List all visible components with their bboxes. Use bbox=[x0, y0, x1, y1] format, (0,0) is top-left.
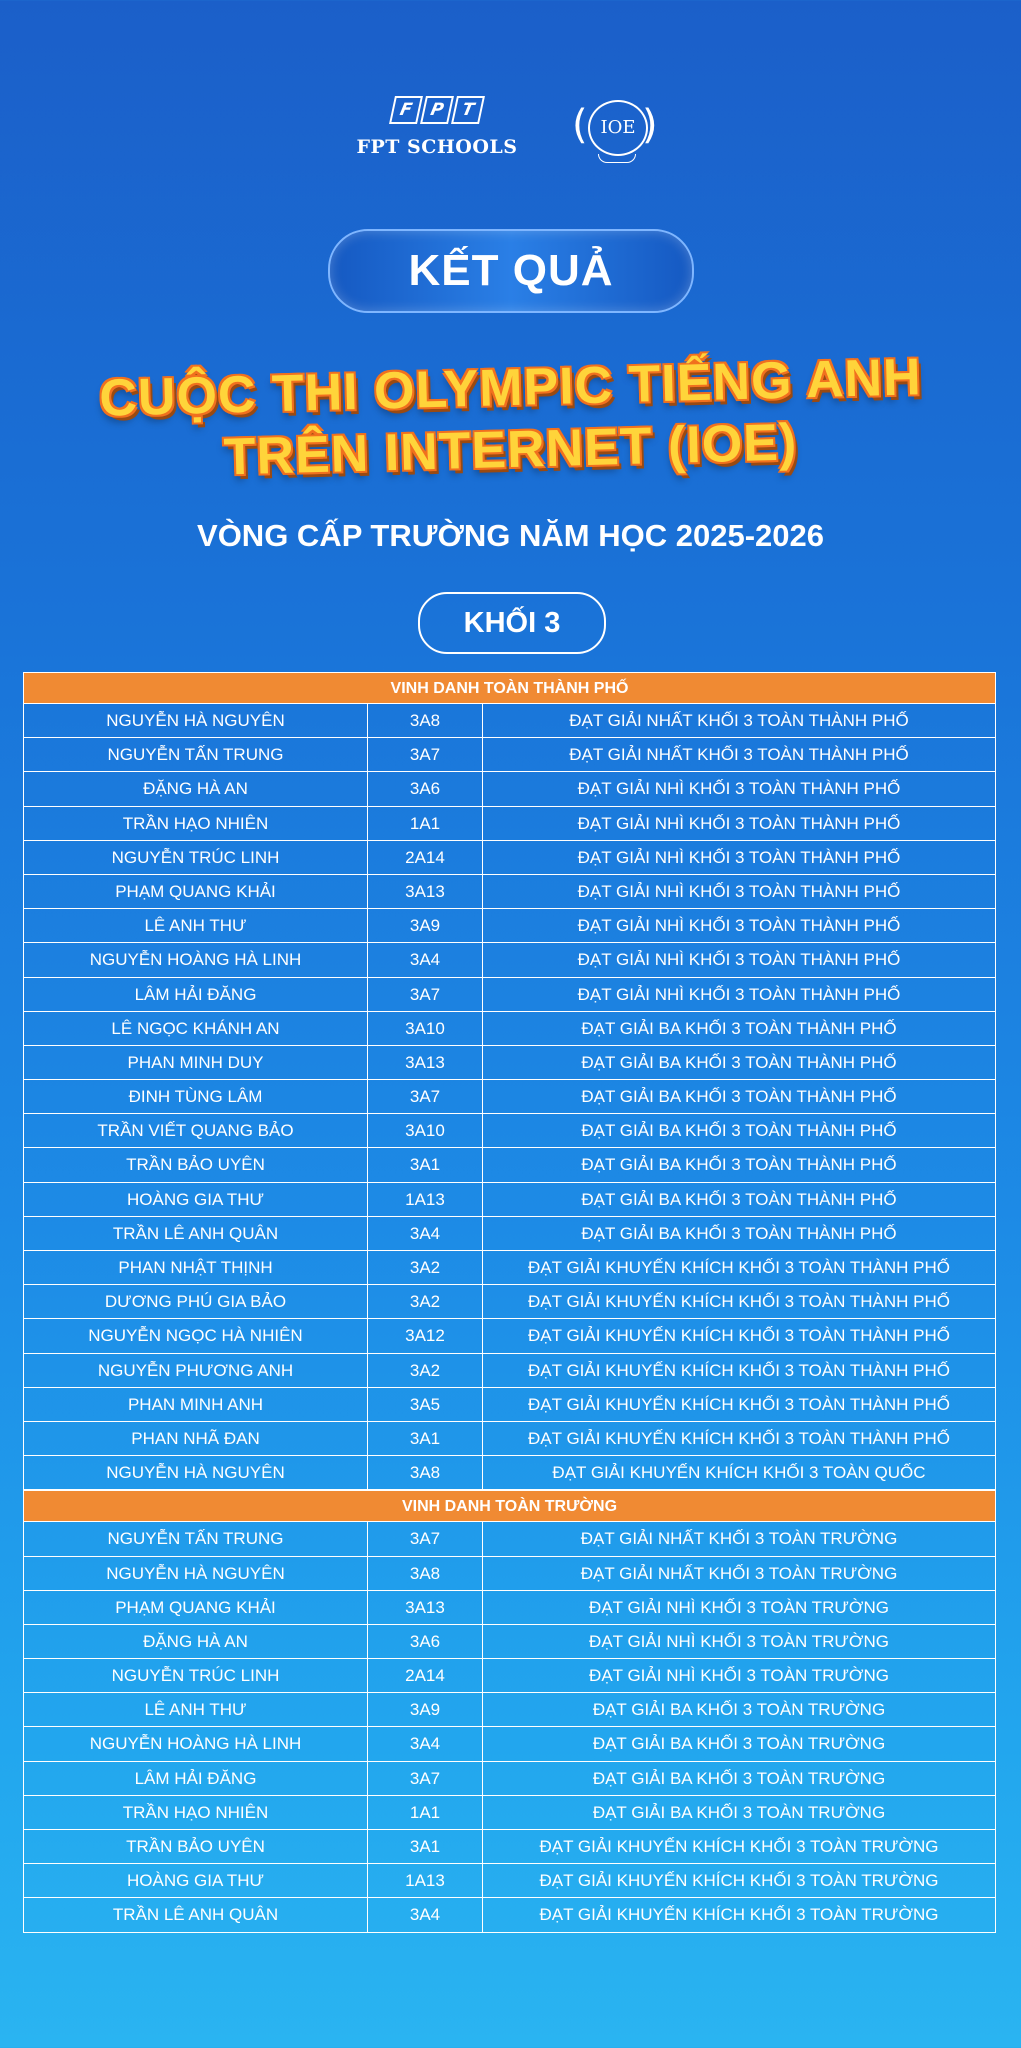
class-cell: 3A1 bbox=[368, 1422, 483, 1455]
award-cell: ĐẠT GIẢI KHUYẾN KHÍCH KHỐI 3 TOÀN THÀNH PHỐ bbox=[528, 1292, 950, 1312]
award-cell: ĐẠT GIẢI NHÌ KHỐI 3 TOÀN THÀNH PHỐ bbox=[577, 779, 901, 799]
class-cell: 3A2 bbox=[368, 1251, 483, 1284]
table-row bbox=[23, 1830, 996, 1864]
student-name-cell: ĐẶNG HÀ AN bbox=[24, 1625, 368, 1658]
student-name-cell: HOÀNG GIA THƯ bbox=[24, 1864, 368, 1897]
award-cell: ĐẠT GIẢI NHÌ KHỐI 3 TOÀN THÀNH PHỐ bbox=[577, 847, 901, 867]
table-row bbox=[23, 1625, 996, 1659]
class-cell: 3A13 bbox=[368, 1591, 483, 1624]
laurel-right-icon: ) bbox=[642, 102, 658, 148]
award-cell: ĐẠT GIẢI NHẤT KHỐI 3 TOÀN TRƯỜNG bbox=[580, 1529, 898, 1549]
fpt-letter-f: F bbox=[389, 96, 423, 124]
class-cell: 3A10 bbox=[368, 1012, 483, 1045]
class-cell: 3A7 bbox=[368, 1080, 483, 1113]
table-row bbox=[23, 909, 996, 943]
class-cell: 3A2 bbox=[368, 1285, 483, 1318]
student-name-cell: LÊ ANH THƯ bbox=[24, 1693, 368, 1726]
award-cell: ĐẠT GIẢI KHUYẾN KHÍCH KHỐI 3 TOÀN THÀNH PHỐ bbox=[528, 1428, 950, 1448]
table-row bbox=[23, 1148, 996, 1182]
student-name-cell: TRẦN HẠO NHIÊN bbox=[24, 1796, 368, 1829]
class-cell: 1A13 bbox=[368, 1183, 483, 1216]
results-table bbox=[23, 672, 996, 1933]
student-name-cell: DƯƠNG PHÚ GIA BẢO bbox=[24, 1285, 368, 1318]
table-row bbox=[23, 1591, 996, 1625]
fpt-schools-name: FPT SCHOOLS bbox=[356, 136, 518, 158]
table-row bbox=[23, 1114, 996, 1148]
class-cell: 3A9 bbox=[368, 1693, 483, 1726]
student-name-cell: NGUYỄN NGỌC HÀ NHIÊN bbox=[24, 1319, 368, 1352]
table-row bbox=[23, 1388, 996, 1422]
table-row bbox=[23, 1693, 996, 1727]
table-row bbox=[23, 1898, 996, 1932]
award-cell: ĐẠT GIẢI BA KHỐI 3 TOÀN THÀNH PHỐ bbox=[581, 1155, 897, 1175]
class-cell: 3A6 bbox=[368, 1625, 483, 1658]
table-row bbox=[23, 1796, 996, 1830]
class-cell: 3A6 bbox=[368, 772, 483, 805]
table-row bbox=[23, 1659, 996, 1693]
award-cell: ĐẠT GIẢI NHÌ KHỐI 3 TOÀN TRƯỜNG bbox=[589, 1631, 889, 1651]
round-subtitle: VÒNG CẤP TRƯỜNG NĂM HỌC 2025-2026 bbox=[197, 518, 824, 553]
class-cell: 1A1 bbox=[368, 1796, 483, 1829]
class-cell: 3A13 bbox=[368, 875, 483, 908]
class-cell: 3A8 bbox=[368, 1456, 483, 1489]
class-cell: 3A4 bbox=[368, 943, 483, 976]
award-cell: ĐẠT GIẢI BA KHỐI 3 TOÀN THÀNH PHỐ bbox=[581, 1052, 897, 1072]
student-name-cell: NGUYỄN HOÀNG HÀ LINH bbox=[24, 1727, 368, 1760]
table-row bbox=[23, 1285, 996, 1319]
award-cell: ĐẠT GIẢI KHUYẾN KHÍCH KHỐI 3 TOÀN THÀNH PHỐ bbox=[528, 1394, 950, 1414]
class-cell: 3A7 bbox=[368, 1762, 483, 1795]
award-cell: ĐẠT GIẢI NHÌ KHỐI 3 TOÀN THÀNH PHỐ bbox=[577, 813, 901, 833]
class-cell: 3A1 bbox=[368, 1830, 483, 1863]
award-cell: ĐẠT GIẢI KHUYẾN KHÍCH KHỐI 3 TOÀN THÀNH PHỐ bbox=[528, 1326, 950, 1346]
award-cell: ĐẠT GIẢI KHUYẾN KHÍCH KHỐI 3 TOÀN TRƯỜNG bbox=[539, 1837, 939, 1856]
fpt-letter-p: P bbox=[420, 96, 454, 124]
table-row bbox=[23, 1522, 996, 1556]
table-row bbox=[23, 1080, 996, 1114]
table-row bbox=[23, 1183, 996, 1217]
student-name-cell: ĐINH TÙNG LÂM bbox=[24, 1080, 368, 1113]
class-cell: 3A4 bbox=[368, 1898, 483, 1931]
table-row bbox=[23, 1217, 996, 1251]
table-row bbox=[23, 1727, 996, 1761]
award-cell: ĐẠT GIẢI NHÌ KHỐI 3 TOÀN THÀNH PHỐ bbox=[577, 950, 901, 970]
student-name-cell: NGUYỄN HÀ NGUYÊN bbox=[24, 1456, 368, 1489]
table-row bbox=[23, 1456, 996, 1490]
award-cell: ĐẠT GIẢI KHUYẾN KHÍCH KHỐI 3 TOÀN TRƯỜNG bbox=[539, 1871, 939, 1891]
fpt-schools-logo bbox=[352, 96, 522, 158]
award-cell: ĐẠT GIẢI NHẤT KHỐI 3 TOÀN THÀNH PHỐ bbox=[569, 745, 909, 765]
table-row bbox=[23, 738, 996, 772]
award-cell: ĐẠT GIẢI KHUYẾN KHÍCH KHỐI 3 TOÀN THÀNH PHỐ bbox=[528, 1360, 950, 1380]
class-cell: 3A9 bbox=[368, 909, 483, 942]
student-name-cell: PHAN MINH ANH bbox=[24, 1388, 368, 1421]
award-cell: ĐẠT GIẢI KHUYẾN KHÍCH KHỐI 3 TOÀN THÀNH PHỐ bbox=[528, 1258, 950, 1277]
table-row bbox=[23, 1762, 996, 1796]
table-row bbox=[23, 943, 996, 977]
class-cell: 3A2 bbox=[368, 1354, 483, 1387]
table-row bbox=[23, 807, 996, 841]
section-heading: VINH DANH TOÀN THÀNH PHỐ bbox=[23, 672, 996, 704]
section-heading: VINH DANH TOÀN TRƯỜNG bbox=[23, 1490, 996, 1522]
award-cell: ĐẠT GIẢI NHẤT KHỐI 3 TOÀN TRƯỜNG bbox=[580, 1563, 898, 1583]
student-name-cell: TRẦN BẢO UYÊN bbox=[24, 1148, 368, 1181]
class-cell: 3A7 bbox=[368, 978, 483, 1011]
award-cell: ĐẠT GIẢI NHÌ KHỐI 3 TOÀN THÀNH PHỐ bbox=[577, 881, 901, 901]
table-row bbox=[23, 772, 996, 806]
table-row bbox=[23, 1864, 996, 1898]
table-row bbox=[23, 1319, 996, 1353]
student-name-cell: NGUYỄN TRÚC LINH bbox=[24, 841, 368, 874]
award-cell: ĐẠT GIẢI BA KHỐI 3 TOÀN THÀNH PHỐ bbox=[581, 1087, 897, 1107]
class-cell: 1A1 bbox=[368, 807, 483, 840]
ioe-badge bbox=[588, 100, 648, 156]
student-name-cell: PHAN MINH DUY bbox=[24, 1046, 368, 1079]
student-name-cell: NGUYỄN HÀ NGUYÊN bbox=[24, 1557, 368, 1590]
student-name-cell: NGUYỄN TRÚC LINH bbox=[24, 1659, 368, 1692]
competition-title-line1: CUỘC THI OLYMPIC TIẾNG ANH bbox=[98, 348, 923, 428]
ioe-ribbon-icon bbox=[598, 154, 636, 163]
class-cell: 1A13 bbox=[368, 1864, 483, 1897]
award-cell: ĐẠT GIẢI BA KHỐI 3 TOÀN THÀNH PHỐ bbox=[581, 1121, 897, 1141]
fpt-letter-t: T bbox=[451, 96, 485, 124]
award-cell: ĐẠT GIẢI BA KHỐI 3 TOÀN THÀNH PHỐ bbox=[581, 1223, 897, 1243]
student-name-cell: TRẦN BẢO UYÊN bbox=[24, 1830, 368, 1863]
table-row bbox=[23, 1046, 996, 1080]
award-cell: ĐẠT GIẢI KHUYẾN KHÍCH KHỐI 3 TOÀN QUỐC bbox=[552, 1463, 926, 1483]
table-row bbox=[23, 1557, 996, 1591]
fpt-mark bbox=[352, 96, 522, 124]
student-name-cell: NGUYỄN HÀ NGUYÊN bbox=[24, 704, 368, 737]
class-cell: 3A5 bbox=[368, 1388, 483, 1421]
student-name-cell: LÊ ANH THƯ bbox=[24, 909, 368, 942]
award-cell: ĐẠT GIẢI BA KHỐI 3 TOÀN THÀNH PHỐ bbox=[581, 1018, 897, 1038]
award-cell: ĐẠT GIẢI BA KHỐI 3 TOÀN TRƯỜNG bbox=[592, 1734, 886, 1754]
class-cell: 3A1 bbox=[368, 1148, 483, 1181]
award-cell: ĐẠT GIẢI NHÌ KHỐI 3 TOÀN TRƯỜNG bbox=[589, 1597, 889, 1617]
award-cell: ĐẠT GIẢI BA KHỐI 3 TOÀN TRƯỜNG bbox=[592, 1802, 886, 1822]
table-row bbox=[23, 1012, 996, 1046]
table-row bbox=[23, 704, 996, 738]
grade-badge: KHỐI 3 bbox=[418, 592, 606, 654]
class-cell: 3A12 bbox=[368, 1319, 483, 1352]
student-name-cell: TRẦN LÊ ANH QUÂN bbox=[24, 1898, 368, 1931]
award-cell: ĐẠT GIẢI BA KHỐI 3 TOÀN THÀNH PHỐ bbox=[581, 1189, 897, 1209]
student-name-cell: PHAN NHẬT THỊNH bbox=[24, 1251, 368, 1284]
award-cell: ĐẠT GIẢI NHẤT KHỐI 3 TOÀN THÀNH PHỐ bbox=[569, 711, 909, 730]
student-name-cell: PHẠM QUANG KHẢI bbox=[24, 1591, 368, 1624]
table-row bbox=[23, 875, 996, 909]
class-cell: 2A14 bbox=[368, 1659, 483, 1692]
header-logos bbox=[0, 88, 1021, 178]
student-name-cell: NGUYỄN TẤN TRUNG bbox=[24, 1522, 368, 1555]
table-row bbox=[23, 978, 996, 1012]
student-name-cell: NGUYỄN HOÀNG HÀ LINH bbox=[24, 943, 368, 976]
result-heading: KẾT QUẢ bbox=[328, 229, 694, 313]
table-row bbox=[23, 1354, 996, 1388]
award-cell: ĐẠT GIẢI NHÌ KHỐI 3 TOÀN THÀNH PHỐ bbox=[577, 916, 901, 936]
laurel-left-icon: ( bbox=[572, 102, 588, 148]
student-name-cell: NGUYỄN PHƯƠNG ANH bbox=[24, 1354, 368, 1387]
student-name-cell: PHAN NHÃ ĐAN bbox=[24, 1422, 368, 1455]
table-row bbox=[23, 1422, 996, 1456]
award-cell: ĐẠT GIẢI BA KHỐI 3 TOÀN TRƯỜNG bbox=[592, 1700, 886, 1720]
student-name-cell: TRẦN LÊ ANH QUÂN bbox=[24, 1217, 368, 1250]
class-cell: 3A7 bbox=[368, 738, 483, 771]
class-cell: 3A13 bbox=[368, 1046, 483, 1079]
student-name-cell: PHẠM QUANG KHẢI bbox=[24, 875, 368, 908]
award-cell: ĐẠT GIẢI BA KHỐI 3 TOÀN TRƯỜNG bbox=[592, 1768, 886, 1788]
ioe-logo bbox=[572, 92, 660, 172]
ioe-logo-text: IOE bbox=[600, 117, 636, 138]
class-cell: 2A14 bbox=[368, 841, 483, 874]
class-cell: 3A8 bbox=[368, 1557, 483, 1590]
student-name-cell: LÂM HẢI ĐĂNG bbox=[24, 978, 368, 1011]
class-cell: 3A10 bbox=[368, 1114, 483, 1147]
student-name-cell: TRẦN VIẾT QUANG BẢO bbox=[24, 1114, 368, 1147]
table-row bbox=[23, 1251, 996, 1285]
class-cell: 3A7 bbox=[368, 1522, 483, 1555]
award-cell: ĐẠT GIẢI NHÌ KHỐI 3 TOÀN TRƯỜNG bbox=[589, 1666, 889, 1686]
student-name-cell: NGUYỄN TẤN TRUNG bbox=[24, 738, 368, 771]
student-name-cell: LÊ NGỌC KHÁNH AN bbox=[24, 1012, 368, 1045]
student-name-cell: TRẦN HẠO NHIÊN bbox=[24, 807, 368, 840]
table-row bbox=[23, 841, 996, 875]
competition-title-line2: TRÊN INTERNET (IOE) bbox=[222, 413, 798, 487]
class-cell: 3A4 bbox=[368, 1727, 483, 1760]
student-name-cell: HOÀNG GIA THƯ bbox=[24, 1183, 368, 1216]
award-cell: ĐẠT GIẢI NHÌ KHỐI 3 TOÀN THÀNH PHỐ bbox=[577, 984, 901, 1004]
student-name-cell: LÂM HẢI ĐĂNG bbox=[24, 1762, 368, 1795]
award-cell: ĐẠT GIẢI KHUYẾN KHÍCH KHỐI 3 TOÀN TRƯỜNG bbox=[539, 1905, 939, 1925]
class-cell: 3A8 bbox=[368, 704, 483, 737]
student-name-cell: ĐẶNG HÀ AN bbox=[24, 772, 368, 805]
class-cell: 3A4 bbox=[368, 1217, 483, 1250]
